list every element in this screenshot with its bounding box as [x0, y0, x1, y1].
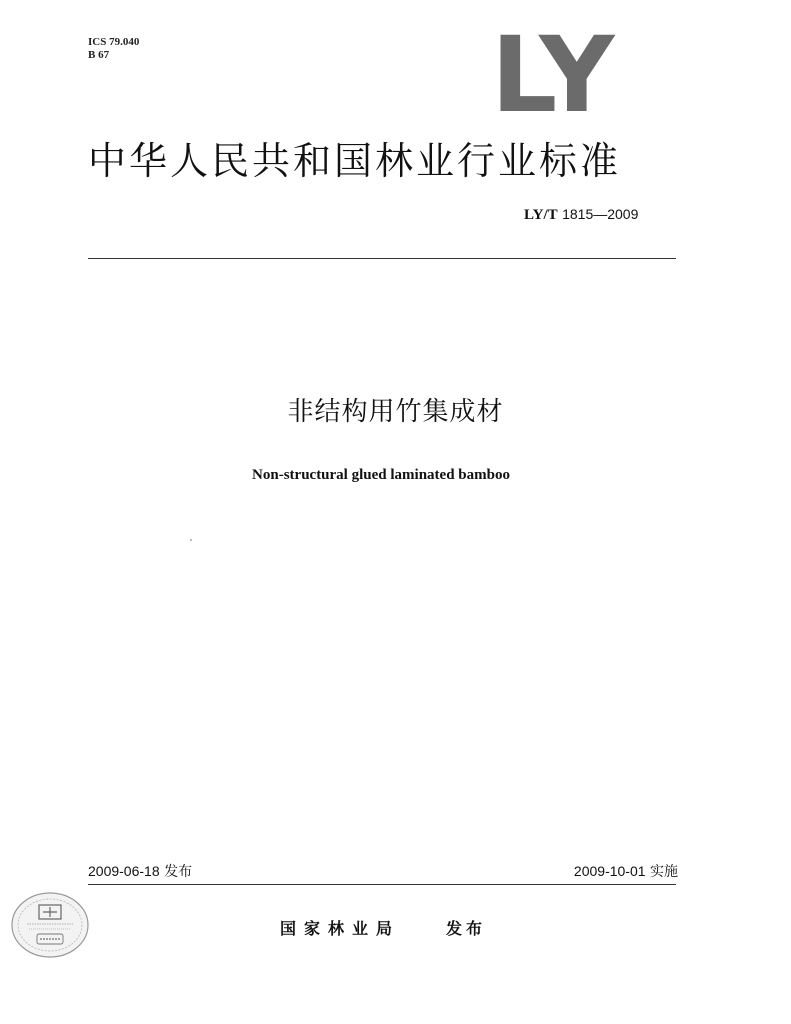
- ly-logo: LY: [491, 14, 613, 136]
- document-title-en: Non-structural glued laminated bamboo: [252, 467, 510, 483]
- publisher-name: 国家林业局: [280, 919, 401, 938]
- bottom-divider: [88, 884, 676, 885]
- document-title-cn: 非结构用竹集成材: [287, 397, 504, 427]
- ccs-code: B 67: [88, 49, 110, 61]
- issue-label: 发布: [164, 864, 193, 880]
- issue-date: 2009-06-18: [88, 863, 160, 879]
- standard-prefix: LY/T: [524, 207, 558, 223]
- implementation-date: 2009-10-01: [573, 863, 646, 879]
- issue-date-line: [88, 862, 192, 881]
- publish-label: 发布: [446, 919, 487, 938]
- ics-code: ICS 79.040: [88, 36, 140, 48]
- anti-counterfeit-seal-icon: [9, 890, 91, 960]
- classification-codes: [88, 36, 139, 62]
- implementation-label: 实施: [650, 864, 678, 880]
- standard-category-title: 中华人民共和国林业行业标准: [88, 139, 622, 183]
- standard-code: 1815—2009: [562, 206, 639, 222]
- scan-speck: [190, 539, 192, 541]
- top-divider: [88, 258, 676, 259]
- standard-number: [524, 205, 638, 224]
- implementation-date-line: [574, 862, 678, 881]
